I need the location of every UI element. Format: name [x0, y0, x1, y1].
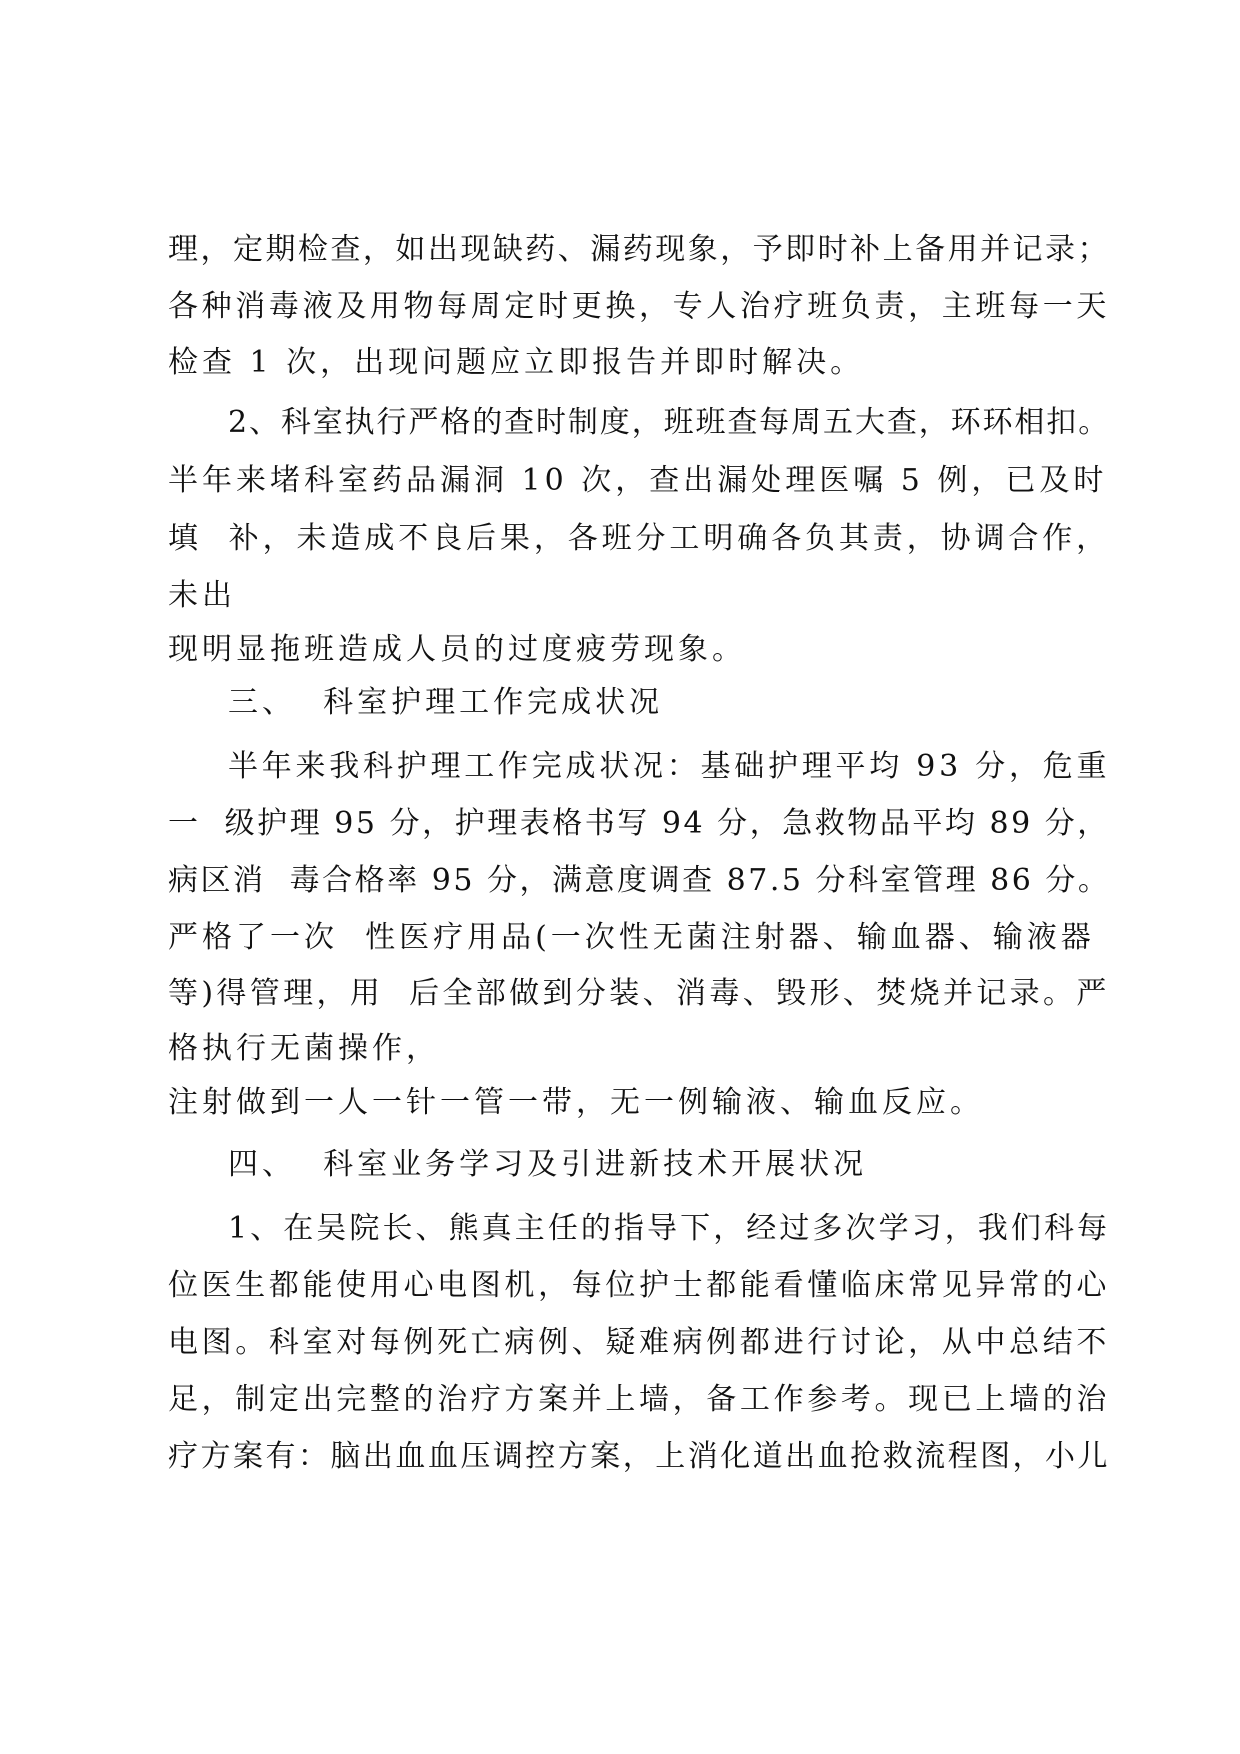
text-line: 位医生都能使用心电图机，每位护士都能看懂临床常见异常的心 [168, 1268, 1110, 1303]
text-line: 半年来我科护理工作完成状况：基础护理平均 93 分，危重 [228, 749, 1111, 784]
text-line: 检查 1 次，出现问题应立即报告并即时解决。 [168, 345, 865, 380]
text-line: 病区消 毒合格率 95 分，满意度调查 87.5 分科室管理 86 分。 [168, 863, 1111, 898]
text-line: 半年来堵科室药品漏洞 10 次，查出漏处理医嘱 5 例，已及时 [168, 463, 1108, 498]
text-line: 1、在吴院长、熊真主任的指导下，经过多次学习，我们科每 [228, 1211, 1111, 1246]
text-line: 未出 [168, 578, 236, 613]
text-line: 填 补，未造成不良后果，各班分工明确各负其责，协调合作， [168, 521, 1111, 556]
text-line: 2、科室执行严格的查时制度，班班查每周五大查，环环相扣。 [228, 405, 1111, 440]
text-line: 注射做到一人一针一管一带，无一例输液、输血反应。 [168, 1085, 984, 1120]
text-line: 格执行无菌操作， [168, 1031, 440, 1066]
text-line: 等)得管理，用 后全部做到分装、消毒、毁形、焚烧并记录。严 [168, 976, 1110, 1011]
text-line: 理，定期检查，如出现缺药、漏药现象，予即时补上备用并记录； [168, 232, 1110, 267]
text-line: 严格了一次 性医疗用品(一次性无菌注射器、输血器、输液器 [168, 920, 1095, 955]
text-line: 一 级护理 95 分，护理表格书写 94 分，急救物品平均 89 分， [168, 806, 1110, 841]
text-line: 各种消毒液及用物每周定时更换，专人治疗班负责，主班每一天 [168, 289, 1110, 324]
section-heading: 四、 科室业务学习及引进新技术开展状况 [228, 1147, 868, 1182]
text-line: 现明显拖班造成人员的过度疲劳现象。 [168, 632, 746, 667]
text-line: 足，制定出完整的治疗方案并上墙，备工作参考。现已上墙的治 [168, 1382, 1110, 1417]
text-line: 电图。科室对每例死亡病例、疑难病例都进行讨论，从中总结不 [168, 1325, 1110, 1360]
section-heading: 三、 科室护理工作完成状况 [228, 685, 664, 720]
text-line: 疗方案有：脑出血血压调控方案，上消化道出血抢救流程图，小儿 [168, 1439, 1110, 1474]
